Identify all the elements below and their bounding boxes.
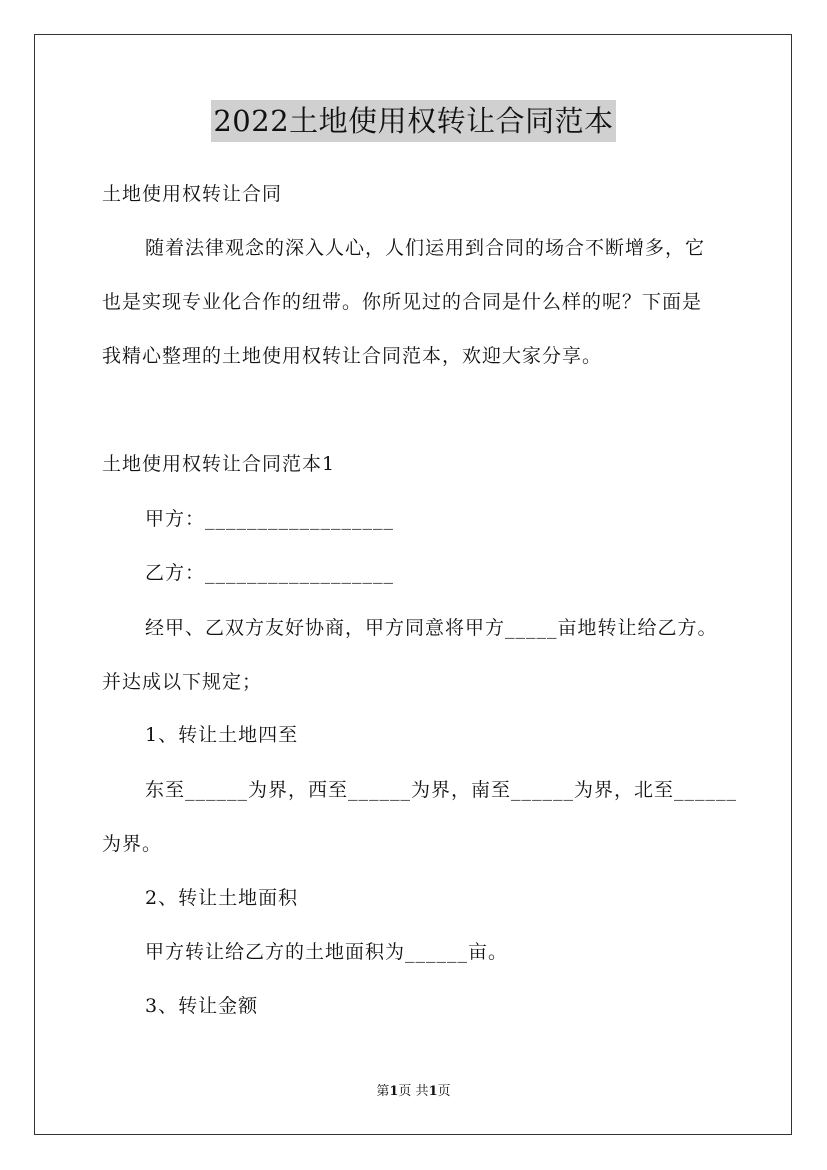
title-container [0,100,827,142]
paragraph-line: 东至______为界，西至______为界，南至______为界，北至______ [145,779,738,801]
footer-page-total: 1 [428,1084,438,1099]
party-b-line: 乙方：__________________ [145,562,395,584]
paragraph-line: 甲方转让给乙方的土地面积为______亩。 [145,941,509,963]
footer-suffix: 页 [437,1084,451,1099]
clause-heading: 3、转让金额 [145,995,259,1017]
clause-heading: 2、转让土地面积 [145,887,299,909]
paragraph-line: 经甲、乙双方友好协商，甲方同意将甲方_____亩地转让给乙方。 [145,617,718,639]
page-footer [0,1083,827,1101]
section-heading: 土地使用权转让合同 [102,183,283,205]
footer-page-number: 1 [389,1084,399,1099]
paragraph-line: 也是实现专业化合作的纽带。你所见过的合同是什么样的呢？下面是 [102,291,703,313]
paragraph-line: 为界。 [102,833,163,855]
document-title: 2022土地使用权转让合同范本 [211,100,615,142]
section-heading: 土地使用权转让合同范本1 [102,453,336,475]
clause-heading: 1、转让土地四至 [145,724,299,746]
paragraph-line: 随着法律观念的深入人心，人们运用到合同的场合不断增多，它 [145,237,706,259]
party-a-line: 甲方：__________________ [145,508,395,530]
footer-mid: 页 共 [398,1084,429,1099]
footer-prefix: 第 [376,1084,390,1099]
paragraph-line: 我精心整理的土地使用权转让合同范本，欢迎大家分享。 [102,345,603,367]
paragraph-line: 并达成以下规定； [102,671,263,693]
